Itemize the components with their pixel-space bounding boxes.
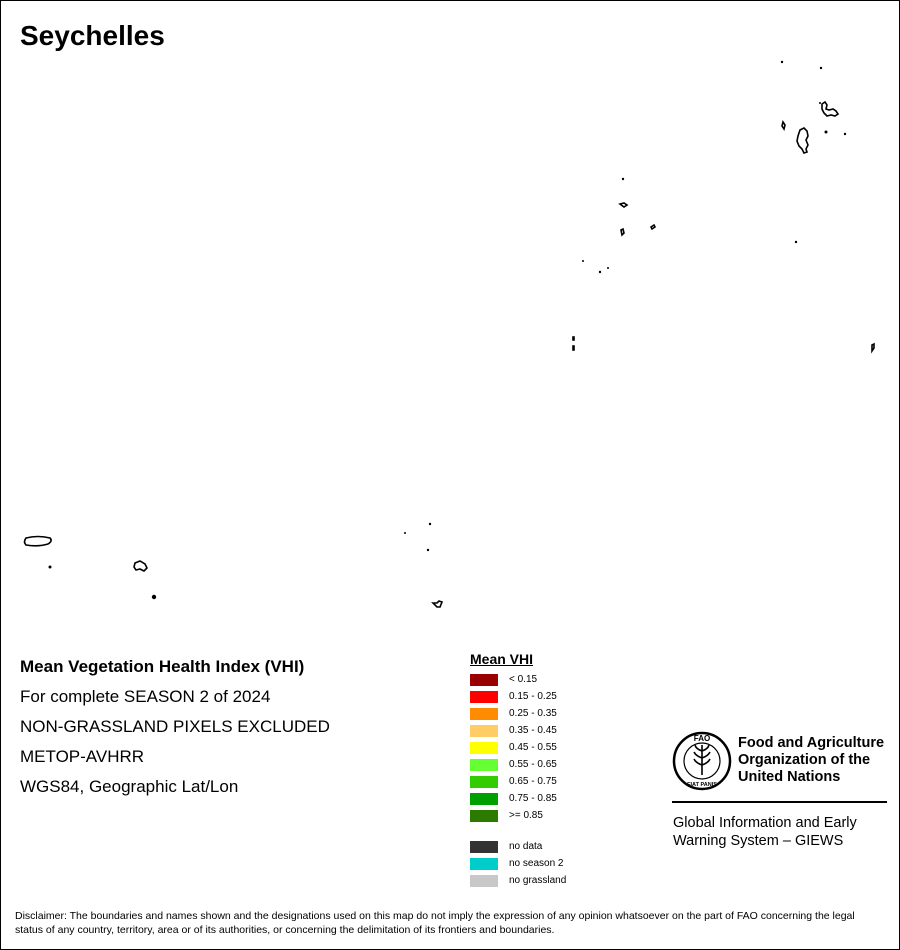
legend-swatch	[470, 858, 498, 870]
legend-label: 0.15 - 0.25	[509, 691, 557, 702]
island	[622, 178, 624, 180]
island-farquhar	[134, 561, 147, 571]
island	[781, 61, 783, 63]
organization-name-line: Organization of the	[738, 752, 871, 768]
legend-item	[470, 688, 566, 705]
legend-item	[470, 790, 566, 807]
legend-item	[470, 773, 566, 790]
map-title: Seychelles	[20, 20, 165, 51]
fao-wheat-emblem-icon	[672, 731, 732, 791]
island	[427, 549, 429, 551]
legend-swatch	[470, 841, 498, 853]
organization-name	[738, 735, 884, 786]
island	[152, 595, 156, 599]
info-mask: NON-GRASSLAND PIXELS EXCLUDED	[20, 717, 330, 736]
legend-swatch	[470, 759, 498, 771]
legend-title: Mean VHI	[470, 651, 534, 667]
island	[621, 229, 624, 235]
island	[872, 344, 874, 351]
island-mahe	[797, 128, 808, 153]
island	[620, 203, 627, 207]
program-name	[673, 814, 857, 850]
legend-label: 0.75 - 0.85	[509, 793, 557, 804]
legend-item-special	[470, 838, 566, 855]
island	[607, 267, 609, 269]
legend-label: 0.65 - 0.75	[509, 776, 557, 787]
legend-label: no grassland	[509, 875, 567, 886]
island	[49, 566, 52, 569]
legend-swatch	[470, 725, 498, 737]
island	[582, 260, 584, 262]
program-name-line: Global Information and Early	[673, 815, 857, 831]
legend-item	[470, 705, 566, 722]
legend-label: 0.45 - 0.55	[509, 742, 557, 753]
organization-name-line: Food and Agriculture	[738, 735, 885, 751]
legend-swatch	[470, 708, 498, 720]
island	[825, 131, 828, 134]
legend-label: no data	[509, 841, 543, 852]
legend-label: 0.55 - 0.65	[509, 759, 557, 770]
islands-inner	[781, 61, 846, 153]
island	[599, 271, 601, 273]
legend-item	[470, 807, 566, 824]
legend-swatch	[470, 810, 498, 822]
legend-label: no season 2	[509, 858, 564, 869]
legend	[470, 651, 566, 889]
info-projection: WGS84, Geographic Lat/Lon	[20, 777, 239, 796]
info-sensor: METOP-AVHRR	[20, 747, 145, 766]
island	[433, 601, 442, 607]
island	[819, 102, 821, 104]
islands-outer	[25, 178, 875, 607]
legend-label: >= 0.85	[509, 810, 543, 821]
organization-name-line: United Nations	[738, 769, 841, 785]
map-info	[20, 656, 330, 806]
island	[795, 241, 797, 243]
island	[844, 133, 846, 135]
program-name-line: Warning System – GIEWS	[673, 833, 844, 849]
divider	[672, 801, 887, 803]
legend-item	[470, 722, 566, 739]
legend-label: 0.35 - 0.45	[509, 725, 557, 736]
legend-label: 0.25 - 0.35	[509, 708, 557, 719]
legend-label: < 0.15	[509, 674, 538, 685]
island	[573, 346, 574, 350]
legend-item-special	[470, 855, 566, 872]
island	[820, 67, 822, 69]
island-aldabra	[25, 537, 52, 546]
legend-swatch	[470, 674, 498, 686]
legend-swatch	[470, 691, 498, 703]
island-praslin	[822, 102, 838, 116]
legend-swatch	[470, 875, 498, 887]
legend-swatch	[470, 742, 498, 754]
legend-item-special	[470, 872, 566, 889]
island	[782, 122, 785, 129]
disclaimer: Disclaimer: The boundaries and names shown and the designations used on this map do not imply the expression of any opinion whatsoever on the part of FAO concerning the legal status of any country, territory, area or of its authorities, or concerning the delimitation of its frontiers and boundaries.	[15, 910, 855, 936]
island	[651, 225, 655, 229]
fao-letters: FAO	[693, 734, 711, 743]
legend-swatch	[470, 776, 498, 788]
legend-item	[470, 756, 566, 773]
legend-swatch	[470, 793, 498, 805]
fao-motto: FIAT PANIS	[687, 782, 717, 788]
island	[429, 523, 431, 525]
info-index-name: Mean Vegetation Health Index (VHI)	[20, 657, 305, 676]
island	[404, 532, 406, 534]
legend-item	[470, 671, 566, 688]
info-season: For complete SEASON 2 of 2024	[20, 687, 271, 706]
legend-item	[470, 739, 566, 756]
island	[573, 337, 574, 340]
